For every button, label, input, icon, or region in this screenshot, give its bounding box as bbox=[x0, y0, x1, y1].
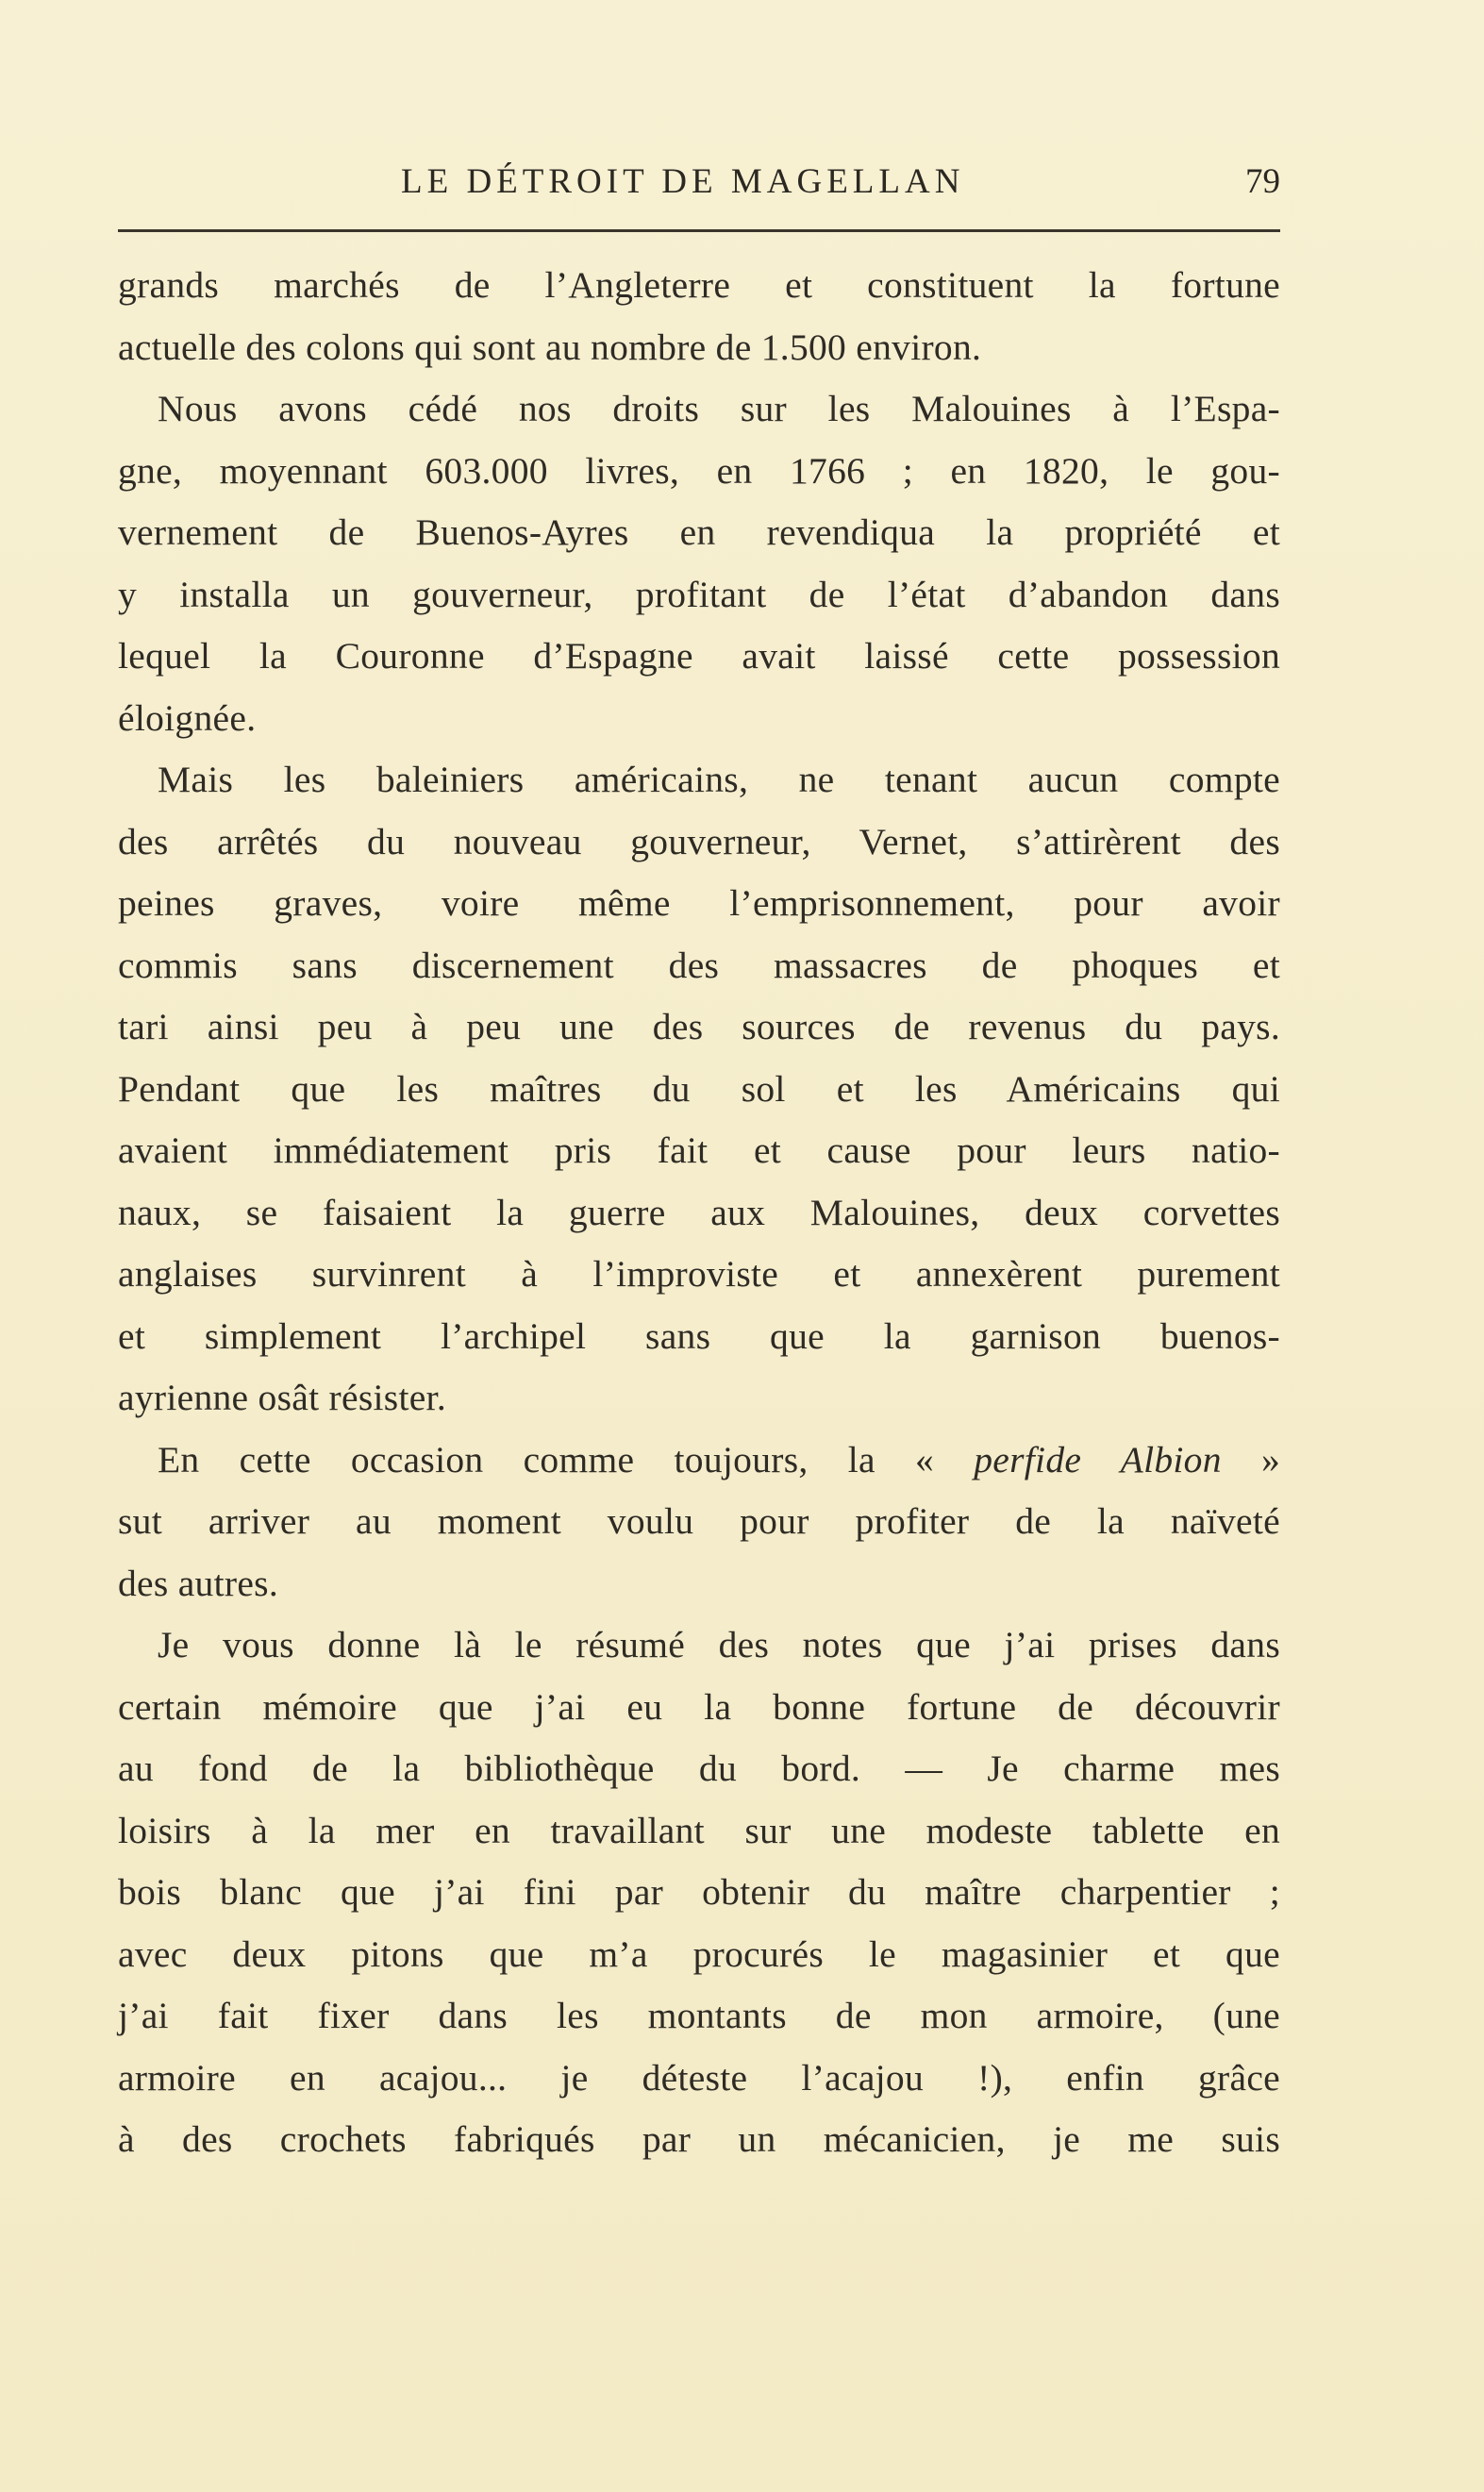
text-segment: » bbox=[1221, 1438, 1280, 1480]
text-line: anglaises survinrent à l’improviste et annexèrent purement bbox=[118, 1253, 1280, 1295]
text-segment: En cette occasion comme toujours, la « bbox=[158, 1438, 975, 1480]
text-line: certain mémoire que j’ai eu la bonne fortune de découvrir bbox=[118, 1685, 1280, 1728]
text-line: j’ai fait fixer dans les montants de mon armoire, (une bbox=[118, 1995, 1280, 2036]
paragraph-start-line bbox=[118, 1430, 1280, 1492]
text-line: bois blanc que j’ai fini par obtenir du maître charpentier ; bbox=[118, 1871, 1280, 1913]
text-line: Pendant que les maîtres du sol et les Américains qui bbox=[118, 1067, 1280, 1110]
text-line: peines graves, voire même l’emprisonnement, pour avoir bbox=[118, 882, 1280, 924]
text-line: des autres. bbox=[118, 1562, 279, 1604]
text-line: éloignée. bbox=[118, 696, 257, 739]
italic-phrase: perfide Albion bbox=[974, 1438, 1222, 1480]
text-line: loisirs à la mer en travaillant sur une modeste tablette en bbox=[118, 1809, 1280, 1851]
text-line: et simplement l’archipel sans que la garnison buenos- bbox=[118, 1314, 1280, 1357]
text-line: grands marchés de l’Angleterre et constituent la fortune bbox=[118, 264, 1280, 306]
text-line: gne, moyennant 603.000 livres, en 1766 ; en 1820, le gou- bbox=[118, 449, 1280, 492]
paragraph-start-line: Nous avons cédé nos droits sur les Malouines à l’Espa- bbox=[158, 388, 1280, 429]
body-text bbox=[118, 255, 1280, 2171]
text-line: à des crochets fabriqués par un mécanicien, je me suis bbox=[118, 2118, 1280, 2160]
page-margin-bottom bbox=[0, 2303, 1484, 2492]
text-line: avec deux pitons que m’a procurés le magasinier et que bbox=[118, 1932, 1280, 1975]
text-line: des arrêtés du nouveau gouverneur, Vernet, s’attirèrent des bbox=[118, 820, 1280, 862]
text-line: y installa un gouverneur, profitant de l’état d’abandon dans bbox=[118, 573, 1280, 615]
text-line: tari ainsi peu à peu une des sources de revenus du pays. bbox=[118, 1006, 1280, 1047]
page-number: 79 bbox=[1245, 162, 1280, 201]
header-rule bbox=[118, 229, 1280, 232]
text-line: naux, se faisaient la guerre aux Malouines, deux corvettes bbox=[118, 1191, 1280, 1233]
text-line: armoire en acajou... je déteste l’acajou !), enfin grâce bbox=[118, 2056, 1280, 2099]
text-line: sut arriver au moment voulu pour profiter de la naïveté bbox=[118, 1500, 1280, 1542]
text-line: au fond de la bibliothèque du bord. — Je charme mes bbox=[118, 1748, 1280, 1789]
text-line: avaient immédiatement pris fait et cause pour leurs natio- bbox=[118, 1129, 1280, 1171]
page-header bbox=[118, 154, 1280, 210]
paragraph-start-line: Je vous donne là le résumé des notes que j’ai prises dans bbox=[158, 1624, 1280, 1665]
running-title: LE DÉTROIT DE MAGELLAN bbox=[401, 162, 965, 201]
text-line: vernement de Buenos-Ayres en revendiqua la propriété et bbox=[118, 511, 1280, 553]
text-line: lequel la Couronne d’Espagne avait laissé cette possession bbox=[118, 635, 1280, 677]
text-line: commis sans discernement des massacres de phoques et bbox=[118, 944, 1280, 986]
text-line: ayrienne osât résister. bbox=[118, 1377, 447, 1418]
paragraph-start-line: Mais les baleiniers américains, ne tenant aucun compte bbox=[158, 759, 1280, 800]
text-line: actuelle des colons qui sont au nombre de 1.500 environ. bbox=[118, 326, 982, 368]
